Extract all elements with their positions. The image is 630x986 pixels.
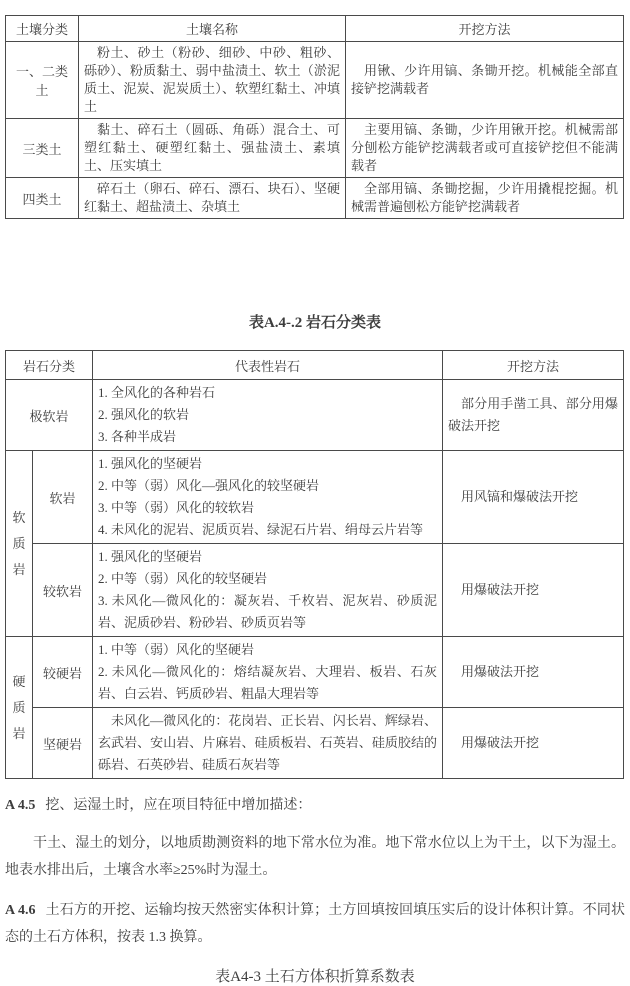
soil-category-cell: 三类土 [6, 119, 79, 178]
rock-list-item: 1. 强风化的坚硬岩 [98, 549, 203, 564]
table-row [6, 178, 624, 219]
clause-a45-label: A 4.5 [5, 798, 36, 813]
soil-header-method: 开挖方法 [346, 16, 624, 42]
rock-list-item: 3. 中等（弱）风化的较软岩 [98, 500, 255, 515]
clause-a46 [5, 897, 625, 951]
rock-group-label: 软质岩 [12, 509, 26, 577]
rock-list-item: 2. 未风化—微风化的：熔结凝灰岩、大理岩、板岩、石灰岩、白云岩、钙质砂岩、粗晶大理岩等 [98, 664, 438, 701]
rock-header-category: 岩石分类 [6, 351, 93, 380]
rock-category-cell: 软岩 [33, 451, 93, 544]
table-row [6, 637, 624, 708]
soil-names-cell: 黏土、碎石土（圆砾、角砾）混合土、可塑红黏土、硬塑红黏土、强盐渍土、素填土、压实填土 [79, 119, 346, 178]
rock-list-item: 2. 强风化的软岩 [98, 407, 190, 422]
soil-method-cell: 用锹、少许用镐、条锄开挖。机械能全部直接铲挖满载者 [346, 42, 624, 119]
rock-method-cell: 用爆破法开挖 [443, 708, 624, 779]
table-row [6, 119, 624, 178]
rock-table-header-row [6, 351, 624, 380]
soil-header-category: 土壤分类 [6, 16, 79, 42]
table-row [6, 380, 624, 451]
rock-list-item: 3. 各种半成岩 [98, 429, 177, 444]
rock-method-cell: 用爆破法开挖 [443, 637, 624, 708]
soil-table-header-row [6, 16, 624, 42]
rock-list-item: 2. 中等（弱）风化的较坚硬岩 [98, 571, 268, 586]
clause-a46-text: 土石方的开挖、运输均按天然密实体积计算；土方回填按回填压实后的设计体积计算。不同状态的土石方体积，按表 1.3 换算。 [5, 903, 626, 945]
clause-a45-text: 挖、运湿土时，应在项目特征中增加描述： [45, 798, 312, 813]
rock-category-cell: 坚硬岩 [33, 708, 93, 779]
rock-group-cell-hard [6, 637, 33, 779]
rock-header-rocks: 代表性岩石 [93, 351, 443, 380]
soil-category-cell: 一、二类土 [6, 42, 79, 119]
rock-list-cell [93, 637, 443, 708]
soil-classification-table [5, 15, 624, 219]
rock-classification-table [5, 350, 624, 779]
rock-group-cell-soft [6, 451, 33, 637]
table-row [6, 708, 624, 779]
rock-method-cell: 用风镐和爆破法开挖 [443, 451, 624, 544]
bottom-table-caption: 表A4-3 土石方体积折算系数表 [215, 969, 415, 985]
soil-header-name: 土壤名称 [79, 16, 346, 42]
rock-method-cell: 用爆破法开挖 [443, 544, 624, 637]
rock-list-cell [93, 544, 443, 637]
rock-list-item: 1. 全风化的各种岩石 [98, 385, 216, 400]
soil-category-cell: 四类土 [6, 178, 79, 219]
rock-list-cell [93, 451, 443, 544]
rock-category-cell: 较硬岩 [33, 637, 93, 708]
soil-names-cell: 粉土、砂土（粉砂、细砂、中砂、粗砂、砾砂）、粉质黏土、弱中盐渍土、软土（淤泥质土、泥炭、泥炭质土）、软塑红黏土、冲填土 [79, 42, 346, 119]
rock-list-item: 3. 未风化—微风化的：凝灰岩、千枚岩、泥灰岩、砂质泥岩、泥质砂岩、粉砂岩、砂质页岩等 [98, 593, 438, 630]
rock-method-cell: 部分用手凿工具、部分用爆破法开挖 [443, 380, 624, 451]
rock-list-item: 未风化—微风化的：花岗岩、正长岩、闪长岩、辉绿岩、玄武岩、安山岩、片麻岩、硅质板岩、石英岩、硅质胶结的砾岩、石英砂岩、硅质石灰岩等 [98, 713, 438, 772]
rock-category-cell: 极软岩 [6, 380, 93, 451]
rock-list-item: 2. 中等（弱）风化—强风化的较坚硬岩 [98, 478, 320, 493]
paragraph-wet-dry-soil: 干土、湿土的划分，以地质勘测资料的地下常水位为准。地下常水位以上为干土，以下为湿土。地表水排出后，土壤含水率≥25%时为湿土。 [5, 836, 625, 878]
soil-method-cell: 主要用镐、条锄，少许用锹开挖。机械需部分刨松方能铲挖满载者或可直接铲挖但不能满载者 [346, 119, 624, 178]
rock-list-cell [93, 380, 443, 451]
table-row [6, 544, 624, 637]
clause-a46-label: A 4.6 [5, 903, 36, 918]
rock-list-item: 1. 强风化的坚硬岩 [98, 456, 203, 471]
rock-list-cell [93, 708, 443, 779]
soil-names-cell: 碎石土（卵石、碎石、漂石、块石）、坚硬红黏土、超盐渍土、杂填土 [79, 178, 346, 219]
rock-table-title: 表A.4-.2 岩石分类表 [248, 315, 382, 331]
clause-a45 [5, 795, 625, 816]
rock-category-cell: 较软岩 [33, 544, 93, 637]
rock-group-label: 硬质岩 [12, 673, 26, 741]
table-row [6, 42, 624, 119]
soil-method-cell: 全部用镐、条锄挖掘，少许用撬棍挖掘。机械需普遍刨松方能铲挖满载者 [346, 178, 624, 219]
table-row [6, 451, 624, 544]
rock-list-item: 4. 未风化的泥岩、泥质页岩、绿泥石片岩、绢母云片岩等 [98, 522, 424, 537]
rock-header-method: 开挖方法 [443, 351, 624, 380]
rock-list-item: 1. 中等（弱）风化的坚硬岩 [98, 642, 255, 657]
